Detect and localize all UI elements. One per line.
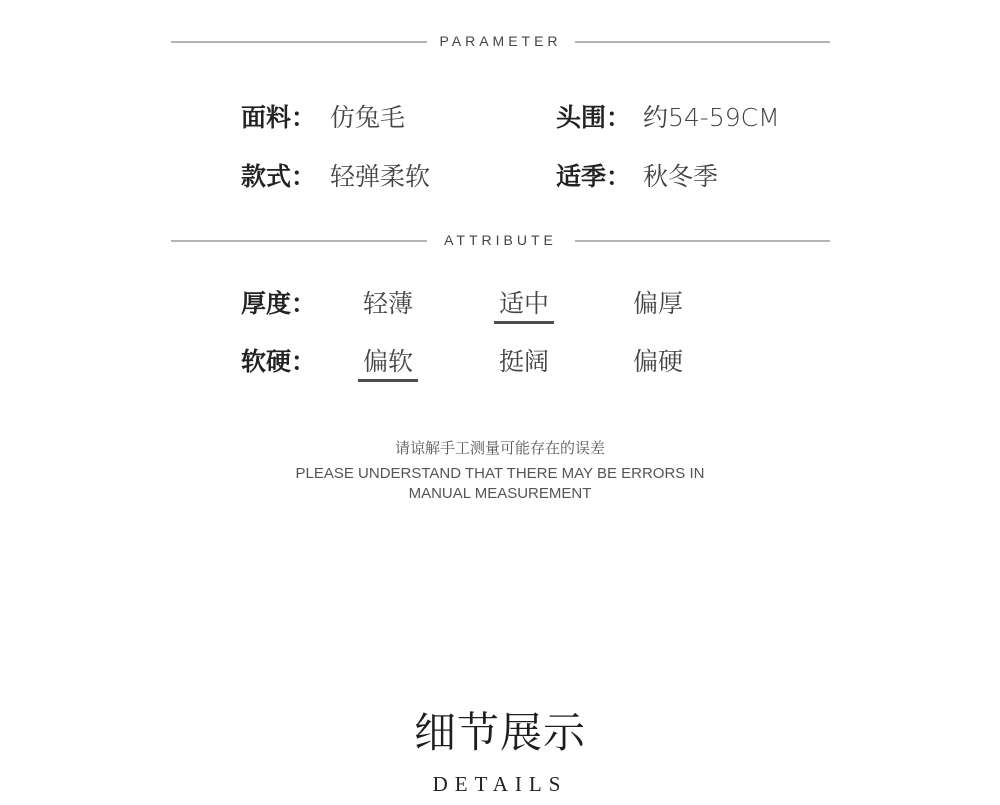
- measurement-note-cn: 请谅解手工测量可能存在的误差: [394, 439, 605, 457]
- parameter-section-title: PARAMETER: [439, 33, 562, 49]
- softness-option-hard: [628, 345, 688, 379]
- softness-option-stiff: [494, 345, 554, 379]
- option-label: 挺阔: [498, 347, 549, 376]
- option-label: 偏硬: [632, 347, 683, 376]
- measurement-note-en: PLEASE UNDERSTAND THAT THERE MAY BE ERRORS IN MANUAL MEASUREMENT: [295, 465, 705, 502]
- option-label: 偏厚: [632, 289, 683, 318]
- param-label-style: 款式：: [241, 162, 317, 191]
- parameter-section-header: [171, 31, 830, 51]
- attribute-section-header: [171, 230, 830, 250]
- selected-underline: [358, 379, 418, 382]
- option-label: 轻薄: [362, 289, 413, 318]
- selected-underline: [494, 321, 554, 324]
- attr-label-softness: 软硬：: [241, 347, 317, 376]
- option-label: 偏软: [362, 347, 413, 376]
- thickness-option-thin: [358, 287, 418, 321]
- thickness-option-thick: [628, 287, 688, 321]
- param-label-fabric: 面料：: [241, 103, 317, 132]
- param-value-fabric: 仿兔毛: [330, 103, 406, 132]
- thickness-option-medium: [494, 287, 554, 321]
- divider-line-right: [575, 41, 830, 43]
- attribute-section-title: ATTRIBUTE: [444, 232, 557, 248]
- param-value-head-size: 约54-59CM: [643, 103, 780, 132]
- attr-label-thickness: 厚度：: [241, 289, 317, 318]
- param-value-style: 轻弹柔软: [330, 162, 431, 191]
- param-label-season: 适季：: [556, 162, 632, 191]
- details-title: 细节展示: [413, 708, 586, 757]
- divider-line-right: [575, 240, 830, 242]
- param-value-season: 秋冬季: [643, 162, 719, 191]
- softness-option-soft: [358, 345, 418, 379]
- details-subtitle: DETAILS: [432, 772, 568, 796]
- param-label-head-size: 头围：: [556, 103, 632, 132]
- option-label: 适中: [498, 289, 549, 318]
